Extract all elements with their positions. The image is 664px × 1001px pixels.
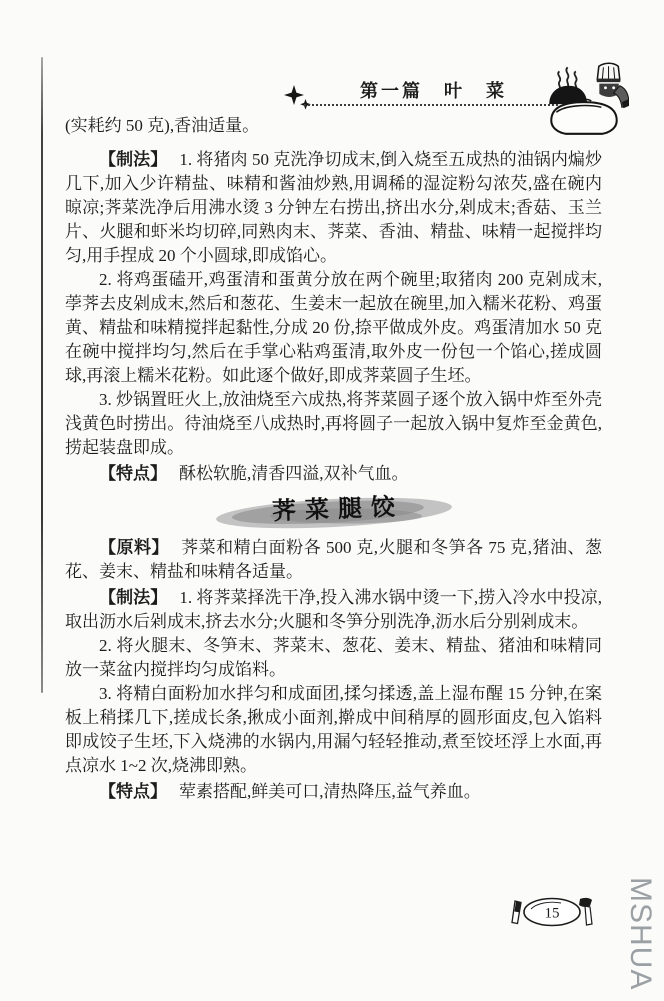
method-step-text: 2. 将鸡蛋磕开,鸡蛋清和蛋黄分放在两个碗里;取猪肉 200 克剁成末,荸荠去皮剁成末,然后和葱花、生姜末一起放在碗里,加入糯米花粉、鸡蛋黄、精盐和味精搅拌起黏性,分成 20 份,捺平做成外皮。鸡蛋清加水 50 克在碗中搅拌均匀,然后在手掌心粘鸡蛋清,取外皮一份包一个馅心,搓成圆球,再滚上糯米花粉。如此逐个做好,即成荠菜圆子生坯。: [65, 270, 602, 385]
feature-text: 荤素搭配,鲜美可口,清热降压,益气养血。: [179, 782, 481, 801]
method-step-text: 3. 炒锅置旺火上,放油烧至六成热,将荠菜圆子逐个放入锅中炸至外壳浅黄色时捞出。待油烧至八成热时,再将圆子一起放入锅中复炸至金黄色,捞起装盘即成。: [65, 390, 602, 457]
plate-page-number-icon: [505, 891, 599, 933]
method-step-text: 2. 将火腿末、冬笋末、荠菜末、葱花、姜末、精盐、猪油和味精同放一菜盆内搅拌均匀成馅料。: [65, 636, 602, 679]
chapter-title: 第一篇 叶 菜: [360, 81, 507, 101]
ingredients-text: 荠菜和精白面粉各 500 克,火腿和冬笋各 75 克,猪油、葱花、姜末、精盐和味精各适量。: [65, 538, 603, 581]
method-paragraph: [65, 148, 602, 268]
page-edge-scan-artifact: [41, 57, 43, 693]
watermark-text: MSHUA: [624, 877, 657, 991]
method-label: 【制法】: [99, 588, 168, 607]
feature-label: 【特点】: [99, 782, 167, 801]
feature-label: 【特点】: [99, 464, 167, 483]
header-dotted-rule: [304, 104, 558, 106]
method-step-text: 3. 将精白面粉加水拌匀和成面团,揉匀揉透,盖上湿布醒 15 分钟,在案板上稍揉几下,搓成长条,揪成小面剂,擀成中间稍厚的圆形面皮,包入馅料即成饺子生坯,下入烧沸的水锅内,用漏勺轻轻推动,煮至饺坯浮上水面,再点凉水 1~2 次,烧沸即熟。: [65, 684, 602, 775]
page-number: 15: [544, 905, 560, 922]
recipe-title: 荠菜腿饺: [271, 494, 405, 526]
method-step-text: 1. 将猪肉 50 克洗净切成末,倒入烧至五成热的油锅内煸炒几下,加入少许精盐、味精和酱油炒熟,用调稀的湿淀粉勾浓芡,盛在碗内晾凉;荠菜洗净后用沸水烫 3 分钟左右捞出,挤出水分,剁成末;香菇、玉兰片、火腿和虾米均切碎,同熟肉末、荠菜、香油、精盐、味精一起搅拌均匀,用手捏成 20 个小圆球,即成馅心。: [65, 150, 603, 265]
intro-continuation-text: (实耗约 50 克),香油适量。: [65, 116, 260, 135]
page-body: [65, 114, 602, 804]
feature-text: 酥松软脆,清香四溢,双补气血。: [179, 464, 409, 483]
feature-paragraph: [65, 462, 602, 486]
method-step-text: 1. 将荠菜择洗干净,投入沸水锅中烫一下,捞入冷水中投凉,取出沥水后剁成末,挤去水分;火腿和冬笋分别洗净,沥水后分别剁成末。: [65, 588, 603, 631]
chapter-header: [288, 70, 558, 106]
feature-paragraph: [65, 780, 602, 804]
ingredients-label: 【原料】: [99, 538, 170, 557]
ingredients-paragraph: [65, 536, 602, 584]
method-label: 【制法】: [99, 150, 168, 169]
method-paragraph: [65, 586, 602, 634]
recipe-title-banner: [212, 492, 456, 534]
